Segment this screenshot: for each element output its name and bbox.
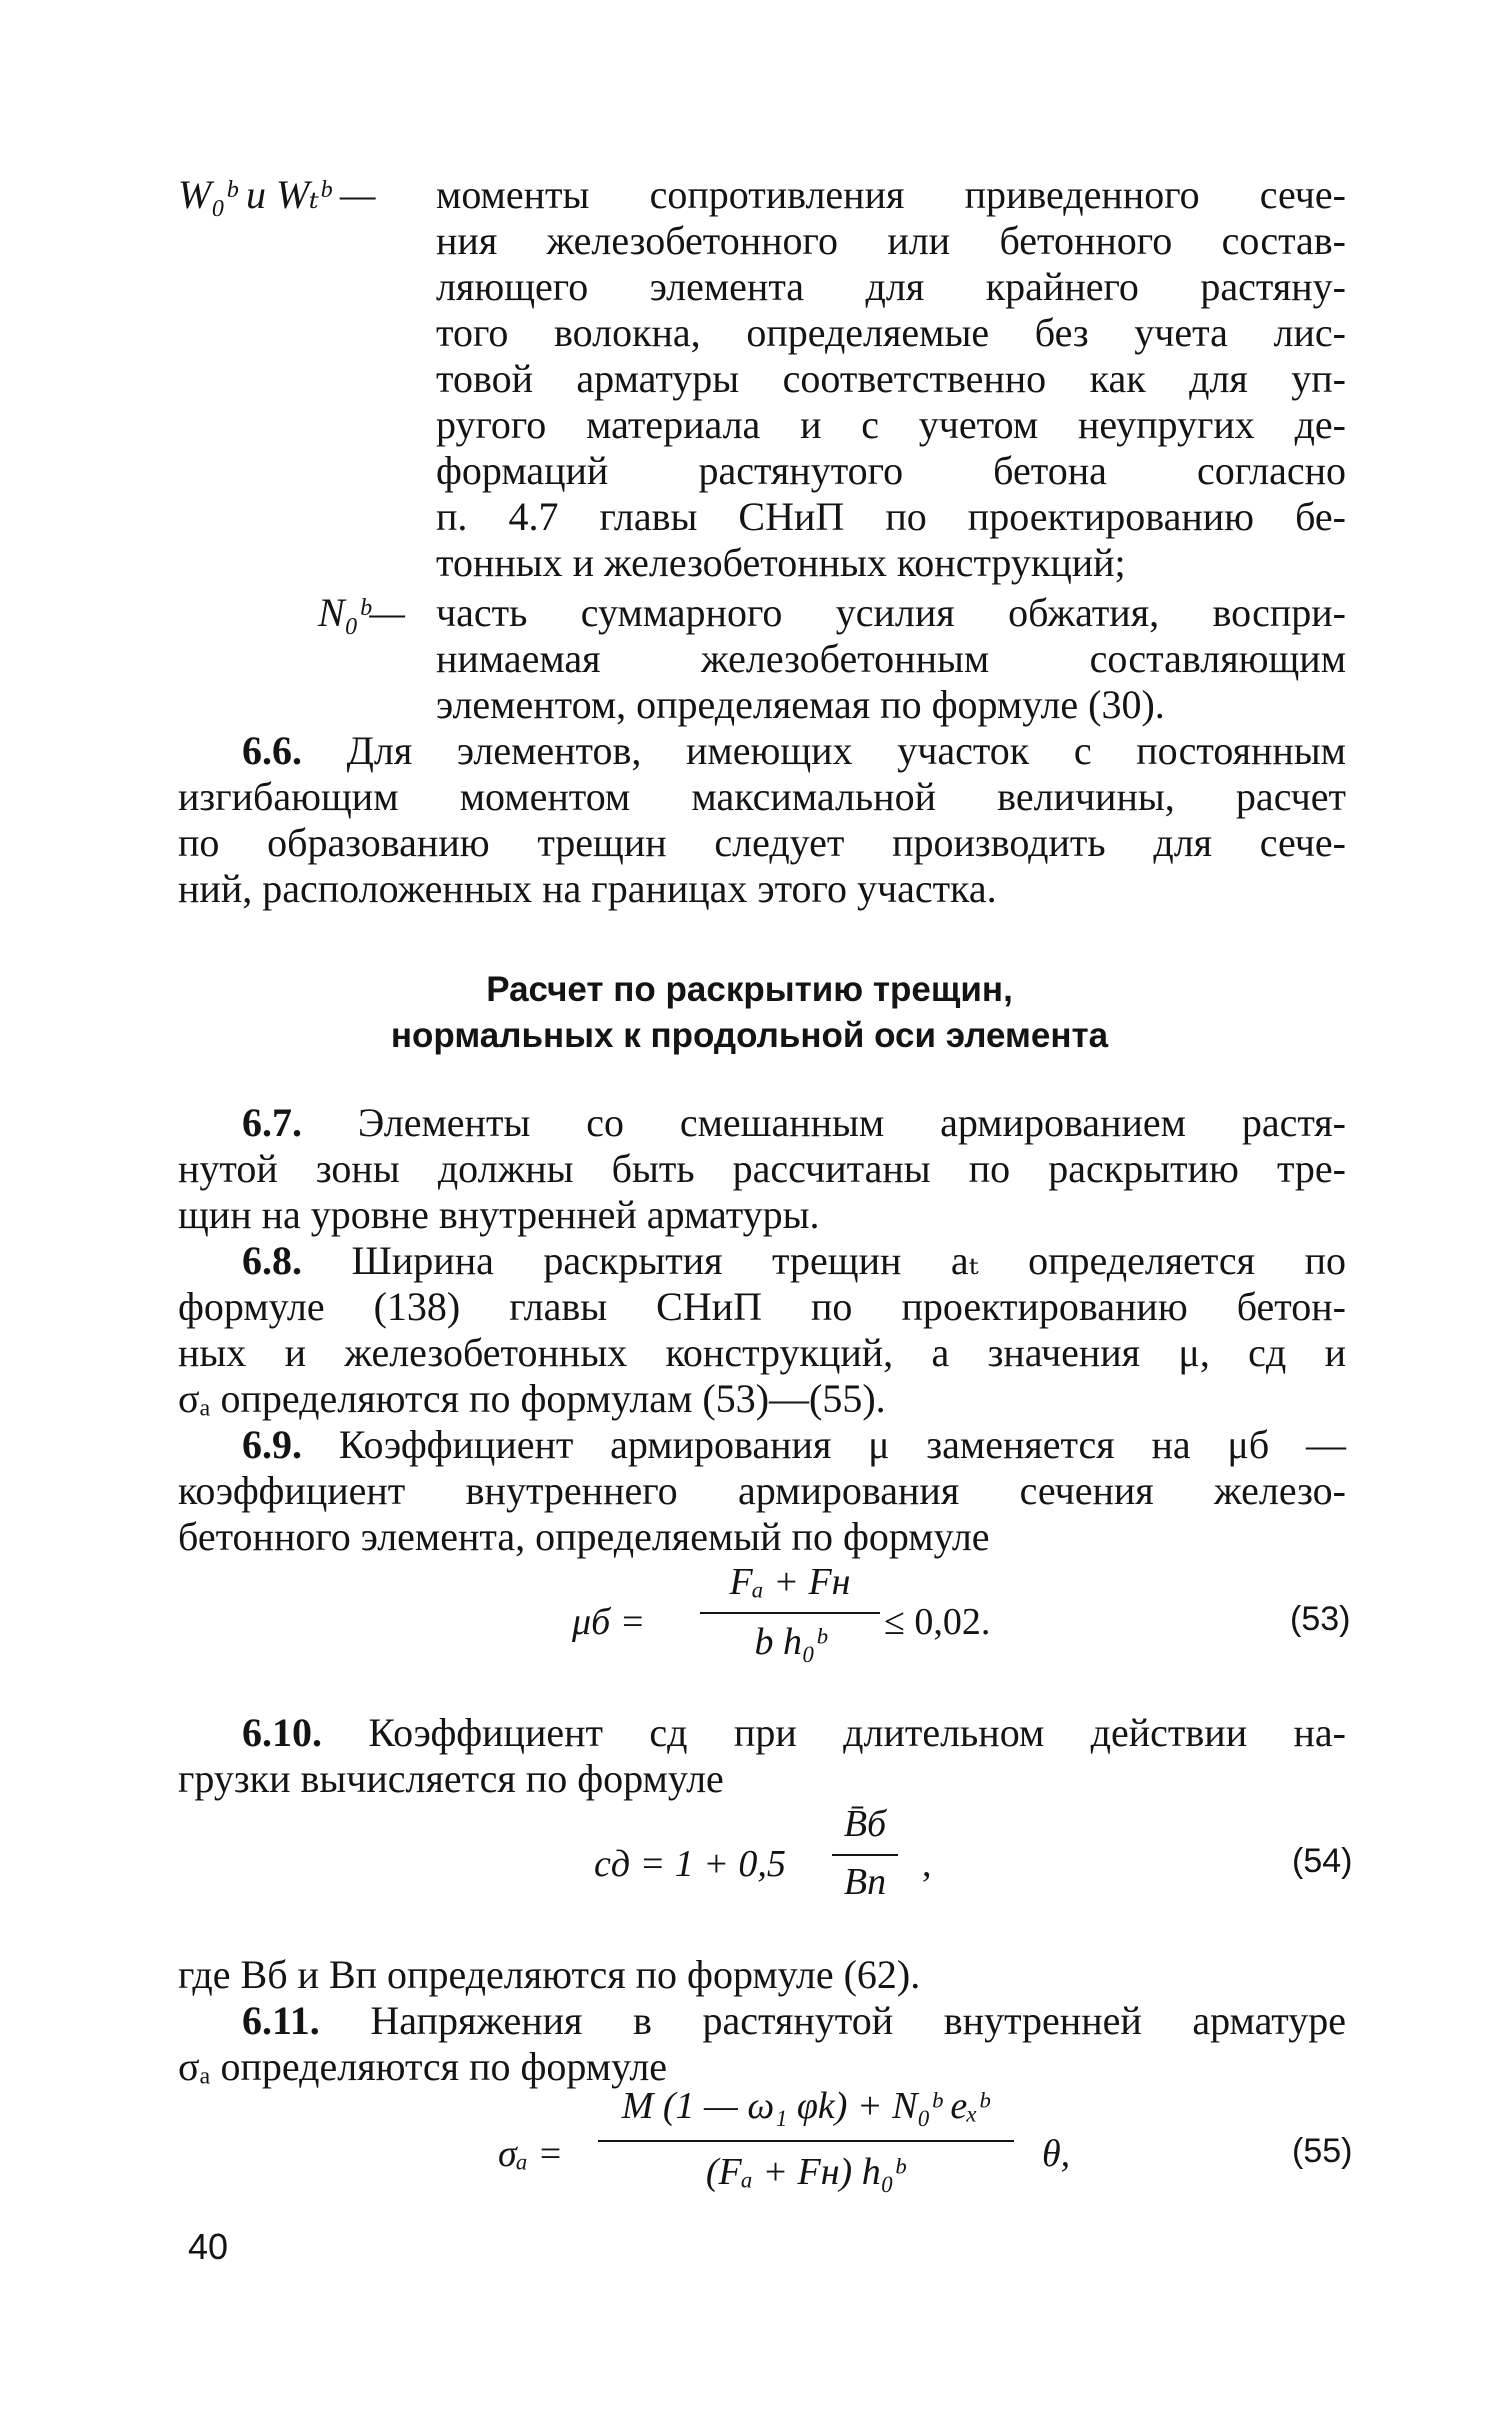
paragraph-first-line bbox=[242, 1100, 1346, 1146]
formula-numerator: B̄б bbox=[843, 1803, 887, 1845]
equation-number: (53) bbox=[1290, 1600, 1351, 1638]
def2-line: часть суммарного усилия обжатия, воспри- bbox=[436, 590, 1346, 635]
paragraph-line: формуле (138) главы СНиП по проектированию бетон- bbox=[178, 1284, 1346, 1329]
def1-line: ляющего элемента для крайнего растяну- bbox=[436, 264, 1346, 309]
formula-rhs: ≤ 0,02. bbox=[884, 1601, 991, 1643]
paragraph-text: Элементы со смешанным армированием растя- bbox=[357, 1100, 1347, 1145]
paragraph-text: Ширина раскрытия трещин aₜ определяется по bbox=[351, 1238, 1346, 1283]
paragraph-number: 6.11. bbox=[242, 1998, 320, 2043]
paragraph-line: грузки вычисляется по формуле bbox=[178, 1756, 724, 1801]
paragraph-text: Коэффициент армирования μ заменяется на μб — bbox=[338, 1422, 1347, 1467]
def2-term: N₀ᵇ— bbox=[318, 590, 405, 635]
paragraph-first-line bbox=[242, 1422, 1346, 1468]
formula-numerator: Fₐ + Fн bbox=[729, 1561, 851, 1603]
paragraph-text: Напряжения в растянутой внутренней арматуре bbox=[370, 1998, 1347, 2043]
formula-denominator: b h₀ᵇ bbox=[754, 1621, 826, 1663]
paragraph-line: ных и железобетонных конструкций, а значения μ, cд и bbox=[178, 1330, 1346, 1375]
paragraph-first-line bbox=[242, 1238, 1346, 1284]
paragraph-number: 6.6. bbox=[242, 728, 302, 773]
def1-term: W₀ᵇ и Wₜᵇ — bbox=[178, 172, 376, 217]
formula-lhs: μб = bbox=[572, 1601, 646, 1643]
def2-line: нимаемая железобетонным составляющим bbox=[436, 636, 1346, 681]
page-number: 40 bbox=[188, 2226, 229, 2267]
paragraph-line: коэффициент внутреннего армирования сечения железо- bbox=[178, 1468, 1346, 1513]
paragraph-line: изгибающим моментом максимальной величины, расчет bbox=[178, 774, 1346, 819]
formula-54-explanation: где Bб и Bп определяются по формуле (62). bbox=[178, 1952, 921, 1997]
paragraph-line: щин на уровне внутренней арматуры. bbox=[178, 1192, 820, 1237]
paragraph-line: бетонного элемента, определяемый по формуле bbox=[178, 1514, 990, 1559]
def1-line: тонных и железобетонных конструкций; bbox=[436, 540, 1126, 585]
formula-numerator: M (1 — ω₁ φk) + N₀ᵇ eₓᵇ bbox=[621, 2085, 989, 2127]
def1-line: товой арматуры соответственно как для уп- bbox=[436, 356, 1346, 401]
paragraph-text: Коэффициент cд при длительном действии на- bbox=[368, 1710, 1347, 1755]
fraction-bar bbox=[700, 1612, 880, 1614]
paragraph-line: σₐ определяются по формуле bbox=[178, 2044, 668, 2089]
fraction-bar bbox=[832, 1854, 898, 1856]
paragraph-number: 6.7. bbox=[242, 1100, 302, 1145]
paragraph-first-line bbox=[242, 728, 1346, 774]
def1-line: формаций растянутого бетона согласно bbox=[436, 448, 1346, 493]
paragraph-text: Для элементов, имеющих участок с постоянным bbox=[346, 728, 1346, 773]
def2-line: элементом, определяемая по формуле (30). bbox=[436, 682, 1165, 727]
section-heading-line1: Расчет по раскрытию трещин, bbox=[486, 970, 1013, 1009]
def1-line: п. 4.7 главы СНиП по проектированию бе- bbox=[436, 494, 1346, 539]
fraction-bar bbox=[598, 2140, 1014, 2142]
section-heading-line2: нормальных к продольной оси элемента bbox=[390, 1016, 1109, 1055]
paragraph-line: по образованию трещин следует производить для сече- bbox=[178, 820, 1346, 865]
formula-denominator: (Fₐ + Fн) h₀ᵇ bbox=[705, 2151, 905, 2193]
def1-line: ругого материала и с учетом неупругих де- bbox=[436, 402, 1346, 447]
formula-denominator: Bп bbox=[843, 1861, 887, 1903]
formula-rhs: θ, bbox=[1042, 2133, 1071, 2175]
def1-line: того волокна, определяемые без учета лис- bbox=[436, 310, 1346, 355]
paragraph-number: 6.8. bbox=[242, 1238, 302, 1283]
paragraph-number: 6.9. bbox=[242, 1422, 302, 1467]
def1-line: моменты сопротивления приведенного сече- bbox=[436, 172, 1346, 217]
paragraph-first-line bbox=[242, 1710, 1346, 1756]
paragraph-line: σₐ определяются по формулам (53)—(55). bbox=[178, 1376, 886, 1421]
paragraph-first-line bbox=[242, 1998, 1346, 2044]
paragraph-line: ний, расположенных на границах этого участка. bbox=[178, 866, 997, 911]
formula-lhs: σₐ = bbox=[498, 2133, 563, 2175]
paragraph-number: 6.10. bbox=[242, 1710, 322, 1755]
formula-lhs: cд = 1 + 0,5 bbox=[594, 1843, 786, 1885]
formula-rhs: , bbox=[922, 1843, 932, 1885]
equation-number: (55) bbox=[1292, 2132, 1353, 2170]
equation-number: (54) bbox=[1292, 1842, 1353, 1880]
def1-line: ния железобетонного или бетонного состав- bbox=[436, 218, 1346, 263]
paragraph-line: нутой зоны должны быть рассчитаны по раскрытию тре- bbox=[178, 1146, 1346, 1191]
